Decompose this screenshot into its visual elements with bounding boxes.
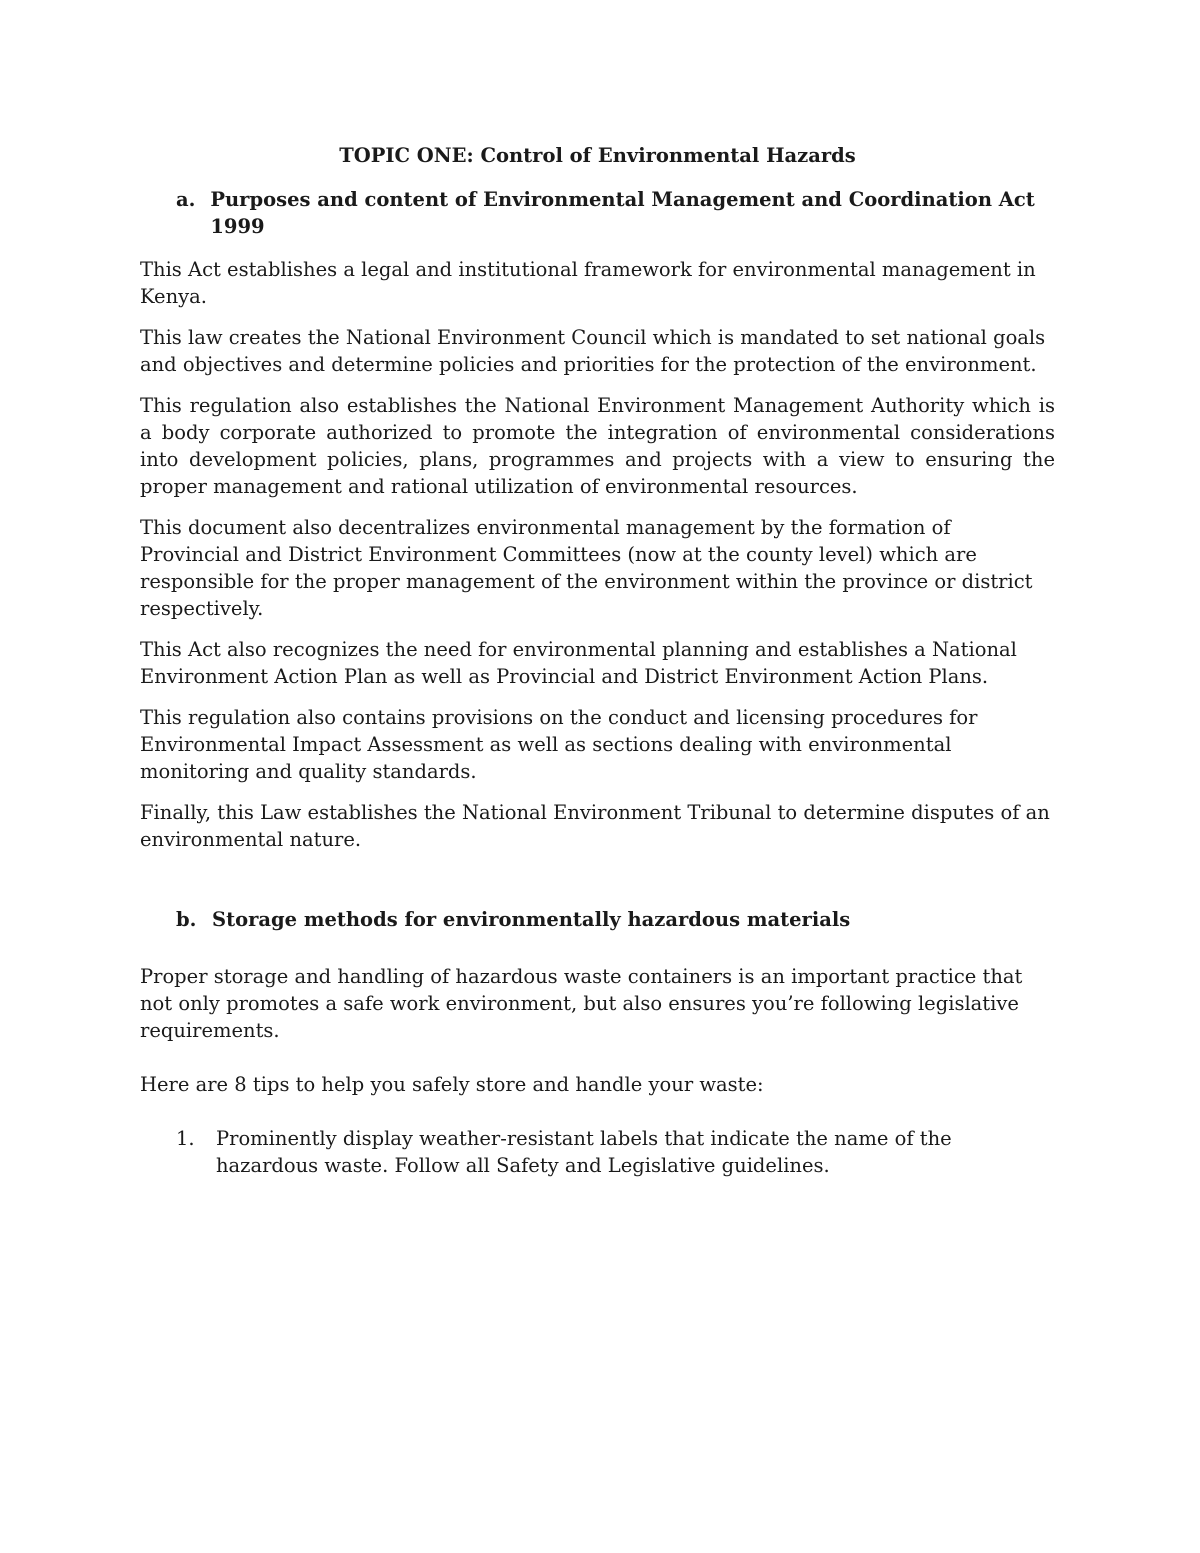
section-b-paragraph-1: Proper storage and handling of hazardous waste containers is an important practice that not only promotes a safe work environment, but also ensures you’re following legislative requirements. bbox=[140, 965, 1023, 1042]
section-a-paragraph-7: Finally, this Law establishes the National Environment Tribunal to determine disputes of an environmental nature. bbox=[140, 801, 1050, 851]
section-b-paragraph-2: Here are 8 tips to help you safely store and handle your waste: bbox=[140, 1073, 764, 1096]
section-a-paragraph-5: This Act also recognizes the need for environmental planning and establishes a National Environment Action Plan as well as Provincial and District Environment Action Plans. bbox=[140, 638, 1017, 688]
section-a-paragraph-3: This regulation also establishes the National Environment Management Authority which is a body corporate authorized to promote the integration of environmental considerations into development policies, plans, programmes and projects with a view to ensuring the proper management and rational utilization of environmental resources. bbox=[140, 394, 1055, 498]
section-a-heading bbox=[140, 186, 1055, 240]
section-a-heading-text: Purposes and content of Environmental Management and Coordination Act 1999 bbox=[210, 188, 1035, 238]
section-spacer bbox=[140, 867, 1055, 906]
section-b-marker: b. bbox=[176, 908, 197, 931]
document-title: TOPIC ONE: Control of Environmental Hazards bbox=[339, 144, 856, 167]
list-item-text: Prominently display weather-resistant labels that indicate the name of the hazardous waste. Follow all Safety and Legislative guidelines. bbox=[216, 1127, 952, 1177]
section-a-paragraph-4: This document also decentralizes environmental management by the formation of Provincial and District Environment Committees (now at the county level) which are responsible for the proper management of the environment within the province or district respectively. bbox=[140, 516, 1033, 620]
section-a-paragraph-1: This Act establishes a legal and institutional framework for environmental management in Kenya. bbox=[140, 258, 1036, 308]
section-a-marker: a. bbox=[176, 188, 196, 211]
section-b-heading-text: Storage methods for environmentally hazardous materials bbox=[212, 908, 851, 931]
section-b-heading bbox=[140, 906, 1055, 933]
list-item bbox=[176, 1125, 1055, 1179]
section-a-paragraph-6: This regulation also contains provisions on the conduct and licensing procedures for Environmental Impact Assessment as well as sections dealing with environmental monitoring and quality standards. bbox=[140, 706, 978, 783]
section-a-paragraph-2: This law creates the National Environment Council which is mandated to set national goals and objectives and determine policies and priorities for the protection of the environment. bbox=[140, 326, 1046, 376]
document-page bbox=[140, 142, 1055, 1179]
list-item-number: 1. bbox=[176, 1127, 195, 1150]
